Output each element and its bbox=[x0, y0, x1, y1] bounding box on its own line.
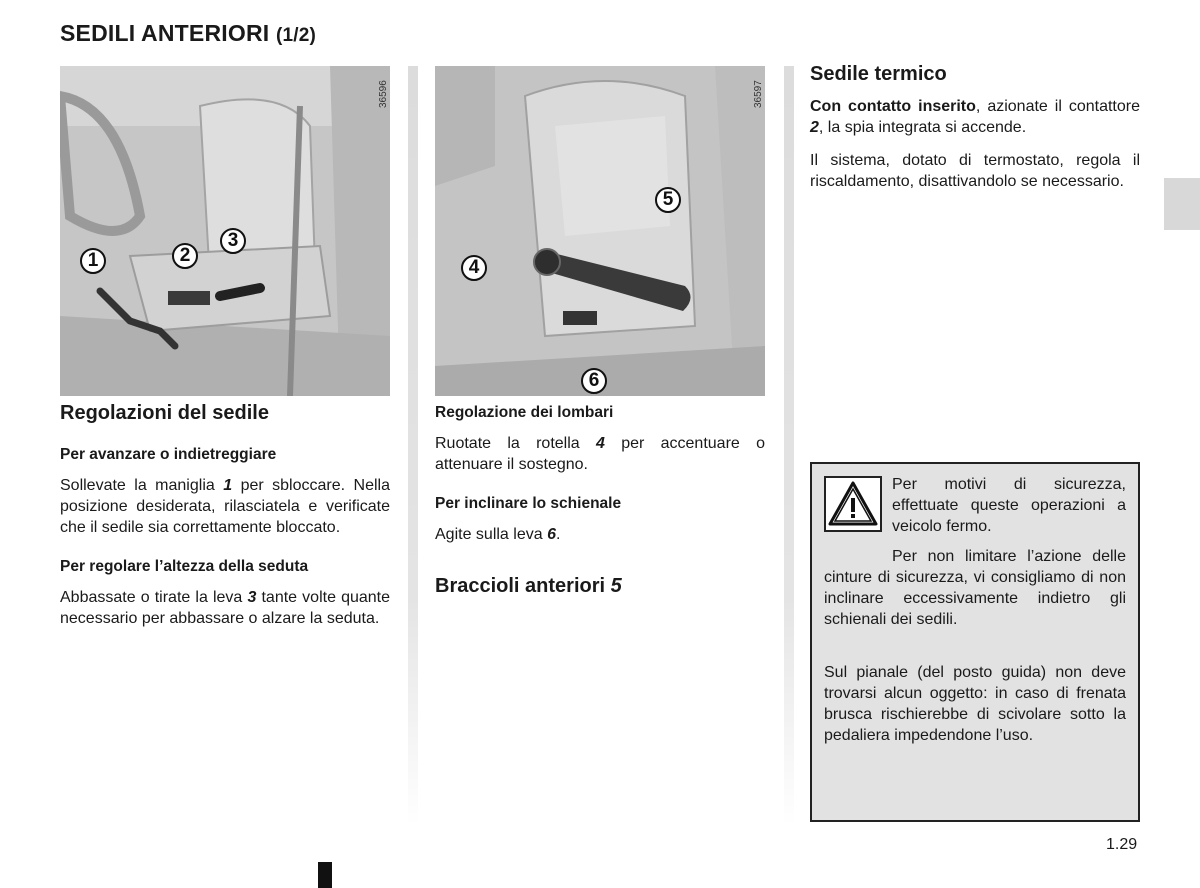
callout-number: 5 bbox=[655, 187, 681, 213]
item-reference: 6 bbox=[547, 526, 556, 543]
text-span: . bbox=[555, 526, 561, 543]
paragraph: Il sistema, dotato di termostato, regola il riscaldamento, disattivandolo se necessario. bbox=[810, 152, 1140, 190]
item-reference: 5 bbox=[610, 575, 622, 597]
item-reference: 3 bbox=[247, 589, 257, 606]
page-title-text: SEDILI ANTERIORI bbox=[60, 20, 270, 46]
figure-code: 36596 bbox=[378, 80, 389, 108]
page-title bbox=[60, 20, 316, 47]
callout-number: 1 bbox=[80, 248, 106, 274]
bold-text: Con contatto inserito bbox=[810, 98, 976, 115]
column-divider bbox=[784, 66, 794, 826]
seat-adjustment-text bbox=[60, 444, 390, 641]
item-reference: 1 bbox=[223, 477, 233, 494]
item-reference: 2 bbox=[810, 119, 819, 136]
text-span: Ruotate la rotella bbox=[435, 435, 596, 452]
seat-illustration bbox=[435, 66, 765, 396]
subsection-heading: Per regolare l’altezza della seduta bbox=[60, 558, 309, 575]
callout-number: 2 bbox=[172, 243, 198, 269]
section-heading: Regolazioni del sedile bbox=[60, 402, 269, 424]
warning-text: Per non limitare l’azione delle cinture di sicurezza, vi consigliamo di non inclinare eccessivamente indietro gli schienali dei sedili. bbox=[824, 548, 1126, 628]
text-span: Agite sulla leva bbox=[435, 526, 548, 543]
page-title-part: (1/2) bbox=[275, 25, 317, 46]
warning-text: Per motivi di sicurezza, effettuate queste operazioni a veicolo fermo. bbox=[892, 476, 1126, 535]
paragraph bbox=[60, 475, 390, 538]
warning-triangle-icon bbox=[824, 476, 882, 532]
heated-seat-text bbox=[810, 96, 1140, 204]
chapter-tab-marker bbox=[1164, 178, 1200, 230]
text-span: per sbloccare. Nella posizione desiderata, rilasciatela e verificate che il sedile sia correttamente bloccato. bbox=[60, 477, 390, 536]
text-span: , la spia integrata si accende. bbox=[818, 119, 1027, 136]
figure-code: 36597 bbox=[753, 80, 764, 108]
page-number: 1.29 bbox=[1106, 836, 1138, 853]
paragraph bbox=[435, 524, 765, 545]
subsection-heading: Per avanzare o indietreggiare bbox=[60, 446, 277, 463]
text-span: tante volte quante necessario per abbassare o alzare la seduta. bbox=[60, 589, 391, 627]
subsection-heading: Per inclinare lo schienale bbox=[435, 495, 622, 512]
callout-number: 4 bbox=[461, 255, 487, 281]
paragraph bbox=[810, 96, 1140, 138]
text-span: Braccioli anteriori bbox=[435, 575, 611, 597]
callout-number: 3 bbox=[220, 228, 246, 254]
text-span: , azionate il contattore bbox=[975, 98, 1140, 115]
paragraph bbox=[60, 587, 390, 629]
section-heading bbox=[435, 575, 622, 598]
warning-box bbox=[810, 462, 1140, 822]
item-reference: 4 bbox=[595, 435, 605, 452]
callout-number: 6 bbox=[581, 368, 607, 394]
text-span: per accentuare o attenuare il sostegno. bbox=[435, 435, 765, 473]
page-edge-marker bbox=[318, 862, 332, 888]
lumbar-armrest-figure bbox=[435, 66, 765, 396]
text-span: Sollevate la maniglia bbox=[60, 477, 224, 494]
section-heading: Sedile termico bbox=[810, 63, 947, 85]
subsection-heading: Regolazione dei lombari bbox=[435, 404, 614, 421]
text-span: Abbassate o tirate la leva bbox=[60, 589, 248, 606]
lumbar-text bbox=[435, 402, 765, 557]
warning-text: Sul pianale (del posto guida) non deve trovarsi alcun oggetto: in caso di frenata brusca rischierebbe di scivolare sotto la pedaliera impedendone l’uso. bbox=[824, 664, 1126, 744]
paragraph bbox=[435, 433, 765, 475]
column-divider bbox=[408, 66, 418, 826]
